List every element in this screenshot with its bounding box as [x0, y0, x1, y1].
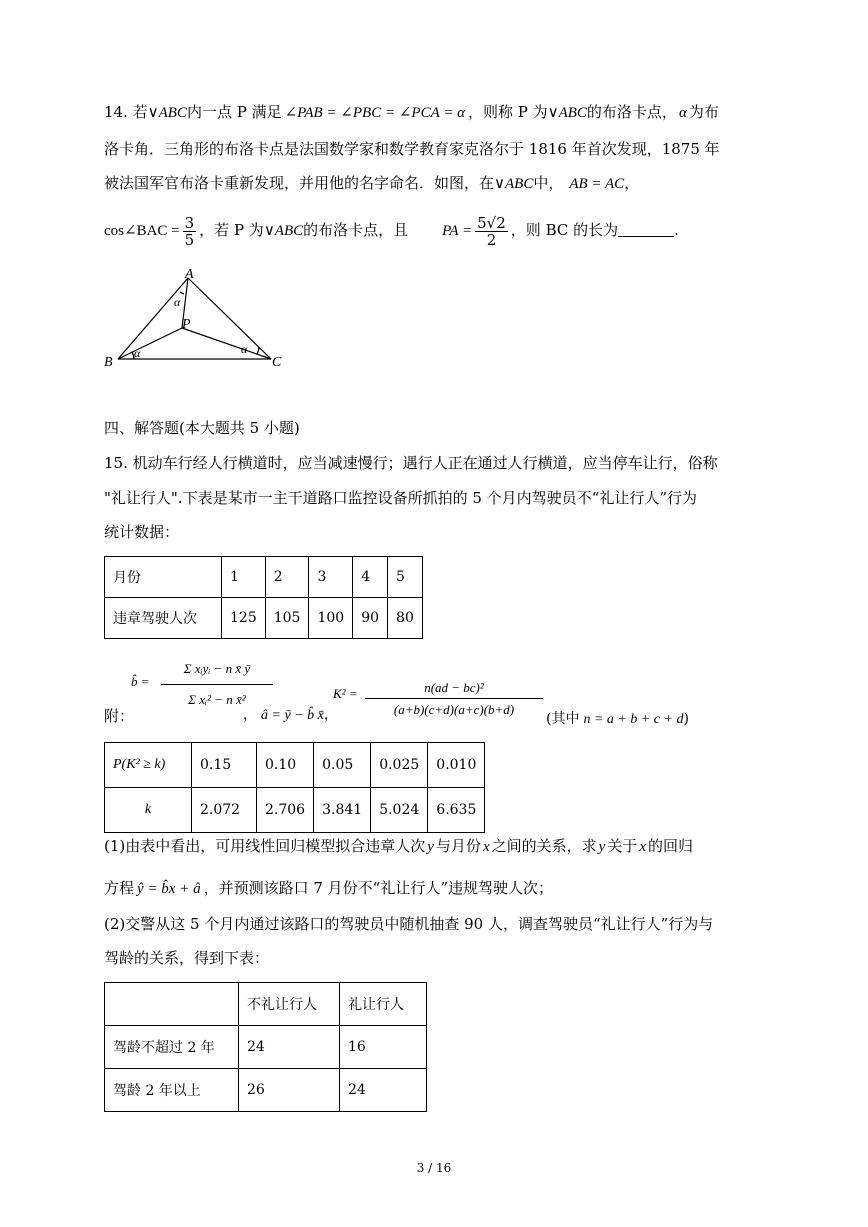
label-p: P — [182, 317, 191, 332]
alpha-symbol: α — [678, 105, 687, 121]
page-number: 3 / 16 — [416, 1161, 452, 1175]
contingency-table — [104, 982, 427, 1112]
q14-line4: cos∠BAC = $\frac{3}{5}$ ，若 P 为∨ABC的布洛卡点，且 PA = $\frac{5√2}{2}$ ，则 BC 的长为 . — [104, 213, 679, 249]
label-alpha-b: α — [134, 346, 141, 360]
table-row: 驾龄 2 年以上 26 24 — [105, 1069, 427, 1112]
q14-line3: 被法国军官布洛卡重新发现，并用他的名字命名．如图，在∨ABC中， AB = AC， — [104, 174, 640, 192]
n-definition: n = a + b + c + d — [583, 712, 684, 727]
fu-label: 附： — [104, 707, 135, 725]
label-alpha-a: α — [174, 295, 181, 309]
triangle-abc: ∨ABC — [547, 105, 587, 121]
triangle-abc: ∨ABC — [494, 176, 534, 192]
q15-line1: 15. 机动车行经人行横道时，应当减速慢行；遇行人正在通过人行横道，应当停车让行，俗称 — [104, 454, 718, 472]
triangle-abc: ∨ABC — [263, 223, 304, 239]
ab-equals-ac: AB = AC — [569, 176, 625, 192]
q15-part1-line1: (1)由表中看出，可用线性回归模型拟合违章人次 y 与月份 x 之间的关系，求 y 关于 x 的回归 — [104, 837, 693, 855]
side-ab — [118, 278, 188, 359]
q15-part2-line2: 驾龄的关系，得到下表： — [104, 949, 270, 967]
q14-line1: 14. 若∨ABC内一点 P 满足 ∠PAB = ∠PBC = ∠PCA = α ，则称 P 为∨ABC的布洛卡点， α 为布 — [104, 103, 719, 121]
q14-number: 14. 若 — [104, 103, 148, 121]
fraction-5root2-2: $\frac{5√2}{2}$ — [477, 213, 506, 249]
regression-equation: ŷ = b̂x + â — [137, 881, 201, 897]
a-hat-formula: â = ȳ − b̂ x̄ — [261, 708, 324, 723]
violation-table — [104, 556, 423, 639]
table-row: k 2.072 2.706 3.841 5.024 6.635 — [105, 788, 485, 833]
table-row: 违章驾驶人次 125 105 100 90 80 — [105, 598, 423, 639]
label-c: C — [272, 355, 282, 370]
cos-bac: cos∠BAC = — [104, 223, 180, 239]
q15-part1-line2: 方程 ŷ = b̂x + â ，并预测该路口 7 月份不“礼让行人”违规驾驶人次； — [104, 879, 553, 897]
table-row: 驾龄不超过 2 年 24 16 — [105, 1026, 427, 1069]
k2-denominator: (a+b)(c+d)(a+c)(b+d) — [393, 702, 515, 717]
angle-arc-a — [180, 292, 184, 294]
b-hat-numerator: Σ xᵢyᵢ − n x̄ ȳ — [161, 650, 273, 685]
side-ac — [188, 278, 271, 359]
segment-pb — [118, 328, 182, 359]
section-heading: 四、解答题(本大题共 5 小题) — [104, 419, 300, 437]
brocard-angle-condition: ∠PAB = ∠PBC = ∠PCA = α — [284, 105, 465, 121]
fraction-3-5: $\frac{3}{5}$ — [184, 213, 195, 249]
label-a: A — [185, 267, 194, 282]
angle-arc-c — [257, 347, 259, 354]
triangle-abc: ∨ABC — [147, 105, 187, 121]
pa-length: PA = — [442, 223, 473, 239]
b-hat-denominator: Σ xᵢ² − n x̄² — [188, 692, 246, 707]
segment-pc — [182, 328, 271, 359]
q15-part2-line1: (2)交警从这 5 个月内通过该路口的驾驶员中随机抽查 90 人，调查驾驶员“礼让行人”行为与 — [104, 915, 714, 933]
k2-numerator: n(ad − bc)² — [365, 678, 543, 699]
q14-line2: 洛卡角．三角形的布洛卡点是法国数学家和数学教育家克洛尔于 1816 年首次发现，1875 年 — [104, 140, 720, 158]
table-row: P(K² ≥ k) 0.15 0.10 0.05 0.025 0.010 — [105, 743, 485, 788]
q15-line2: "礼让行人".下表是某市一主干道路口监控设备所抓拍的 5 个月内驾驶员不“礼让行人”行为 — [104, 489, 697, 507]
label-alpha-c: α — [241, 342, 248, 356]
label-b: B — [104, 355, 113, 370]
table-row: 不礼让行人 礼让行人 — [105, 983, 427, 1026]
chi-square-table — [104, 742, 485, 833]
answer-blank[interactable] — [618, 236, 674, 237]
q15-line3: 统计数据： — [104, 523, 180, 541]
table-row: 月份 1 2 3 4 5 — [105, 557, 423, 598]
brocard-triangle-figure — [100, 266, 290, 372]
